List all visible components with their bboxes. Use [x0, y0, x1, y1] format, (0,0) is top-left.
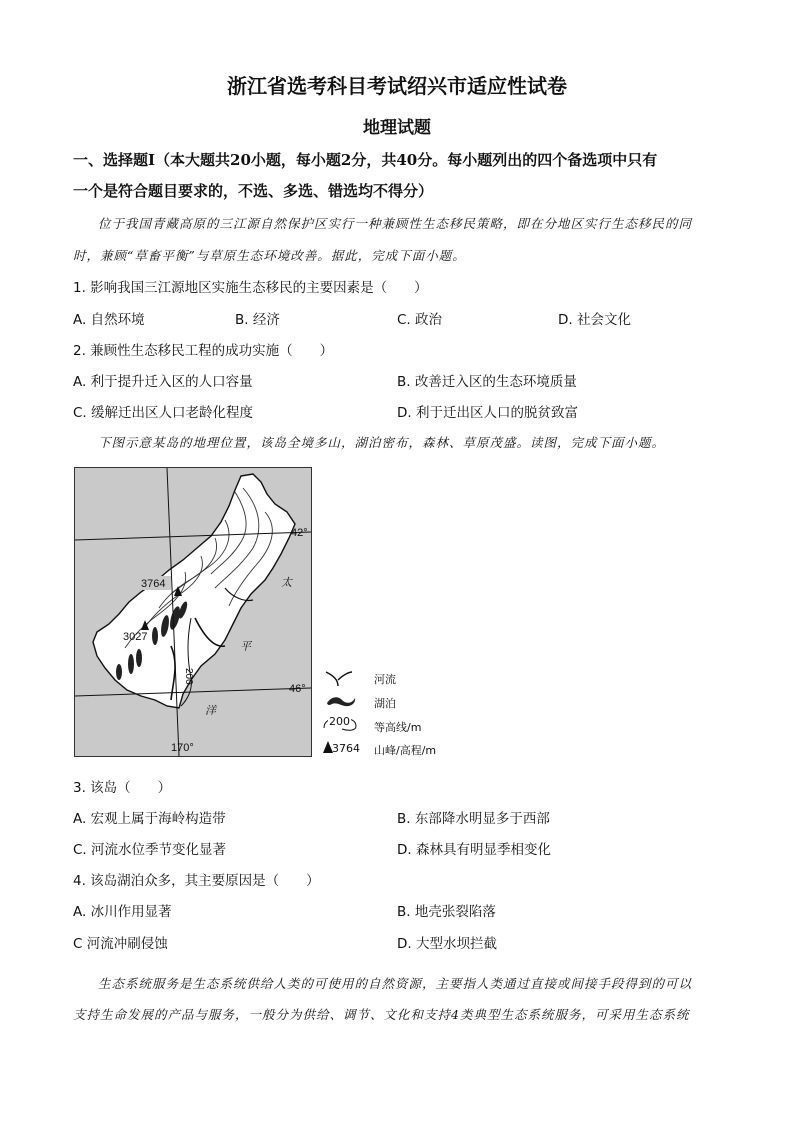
label-42: 42°: [291, 527, 308, 539]
question-2-option-b[interactable]: B. 改善迁入区的生态环境质量: [397, 374, 577, 390]
section-heading-line1: 一、选择题Ⅰ（本大题共20小题，每小题2分，共40分。每小题列出的四个备选项中只有: [73, 151, 658, 169]
question-3-option-d[interactable]: D. 森林具有明显季相变化: [397, 842, 551, 858]
passage1-line2: 时，兼顾“草畜平衡”与草原生态环境改善。据此，完成下面小题。: [73, 248, 466, 263]
question-3-option-c[interactable]: C. 河流水位季节变化显著: [73, 842, 227, 858]
lake-5: [128, 654, 134, 674]
page-title: 浙江省选考科目考试绍兴市适应性试卷: [227, 74, 567, 98]
label-46: 46°: [289, 683, 306, 695]
question-1-option-c[interactable]: C. 政治: [397, 312, 443, 328]
passage2-line1: 下图示意某岛的地理位置，该岛全境多山，湖泊密布，森林、草原茂盛。读图，完成下面小题。: [98, 435, 666, 450]
lake-6: [136, 649, 142, 667]
river-icon: [324, 668, 354, 688]
passage3-line2: 支持生命发展的产品与服务，一般分为供给、调节、文化和支持4类典型生态系统服务，可采用生态系统: [73, 1007, 690, 1022]
question-1-option-b[interactable]: B. 经济: [235, 312, 280, 328]
label-contour-200: 200: [183, 668, 194, 685]
question-1-option-a[interactable]: A. 自然环境: [73, 312, 145, 328]
section-heading-line2: 一个是符合题目要求的，不选、多选、错选均不得分）: [73, 182, 434, 200]
label-3027: 3027: [123, 631, 148, 643]
lake-icon: [324, 694, 358, 708]
island-map-svg: [75, 468, 311, 756]
question-2-option-c[interactable]: C. 缓解迁出区人口老龄化程度: [73, 405, 254, 421]
question-1-option-d[interactable]: D. 社会文化: [558, 312, 631, 328]
label-170: 170°: [171, 742, 194, 754]
question-4-stem: 4. 该岛湖泊众多，其主要原因是（ ）: [73, 873, 320, 889]
question-4-option-d[interactable]: D. 大型水坝拦截: [397, 936, 497, 952]
question-3-stem: 3. 该岛（ ）: [73, 780, 172, 796]
question-4-option-a[interactable]: A. 冰川作用显著: [73, 904, 172, 920]
legend-peak-sample: 3764: [332, 742, 360, 755]
question-2-option-a[interactable]: A. 利于提升迁入区的人口容量: [73, 374, 253, 390]
question-4-option-b[interactable]: B. 地壳张裂陷落: [397, 904, 496, 920]
question-4-option-c[interactable]: C 河流冲刷侵蚀: [73, 936, 168, 952]
label-ocean-3: 洋: [205, 704, 216, 717]
question-2-stem: 2. 兼顾性生态移民工程的成功实施（ ）: [73, 343, 334, 359]
passage1-line1: 位于我国青藏高原的三江源自然保护区实行一种兼顾性生态移民策略，即在分地区实行生态移民的同: [98, 216, 693, 231]
question-1-stem: 1. 影响我国三江源地区实施生态移民的主要因素是（ ）: [73, 280, 428, 296]
page-subtitle: 地理试题: [363, 118, 431, 138]
map-legend: [318, 668, 458, 758]
question-3-option-a[interactable]: A. 宏观上属于海岭构造带: [73, 811, 226, 827]
question-2-option-d[interactable]: D. 利于迁出区人口的脱贫致富: [397, 405, 578, 421]
latitude-46-line: [75, 688, 311, 696]
legend-peak-label: 山峰/高程/m: [374, 744, 437, 757]
passage3-line1: 生态系统服务是生态系统供给人类的可使用的自然资源，主要指人类通过直接或间接手段得到的可以: [98, 976, 693, 991]
label-ocean-2: 平: [240, 640, 251, 653]
legend-contour-sample: 200: [329, 715, 350, 728]
legend-contour-label: 等高线/m: [374, 721, 422, 734]
lake-7: [116, 664, 122, 680]
legend-river-label: 河流: [374, 673, 396, 686]
lake-3: [152, 627, 158, 645]
island-map: [74, 467, 312, 757]
legend-lake-label: 湖泊: [374, 697, 396, 710]
question-3-option-b[interactable]: B. 东部降水明显多于西部: [397, 811, 550, 827]
label-ocean-1: 太: [281, 576, 292, 589]
label-3764: 3764: [141, 578, 166, 590]
